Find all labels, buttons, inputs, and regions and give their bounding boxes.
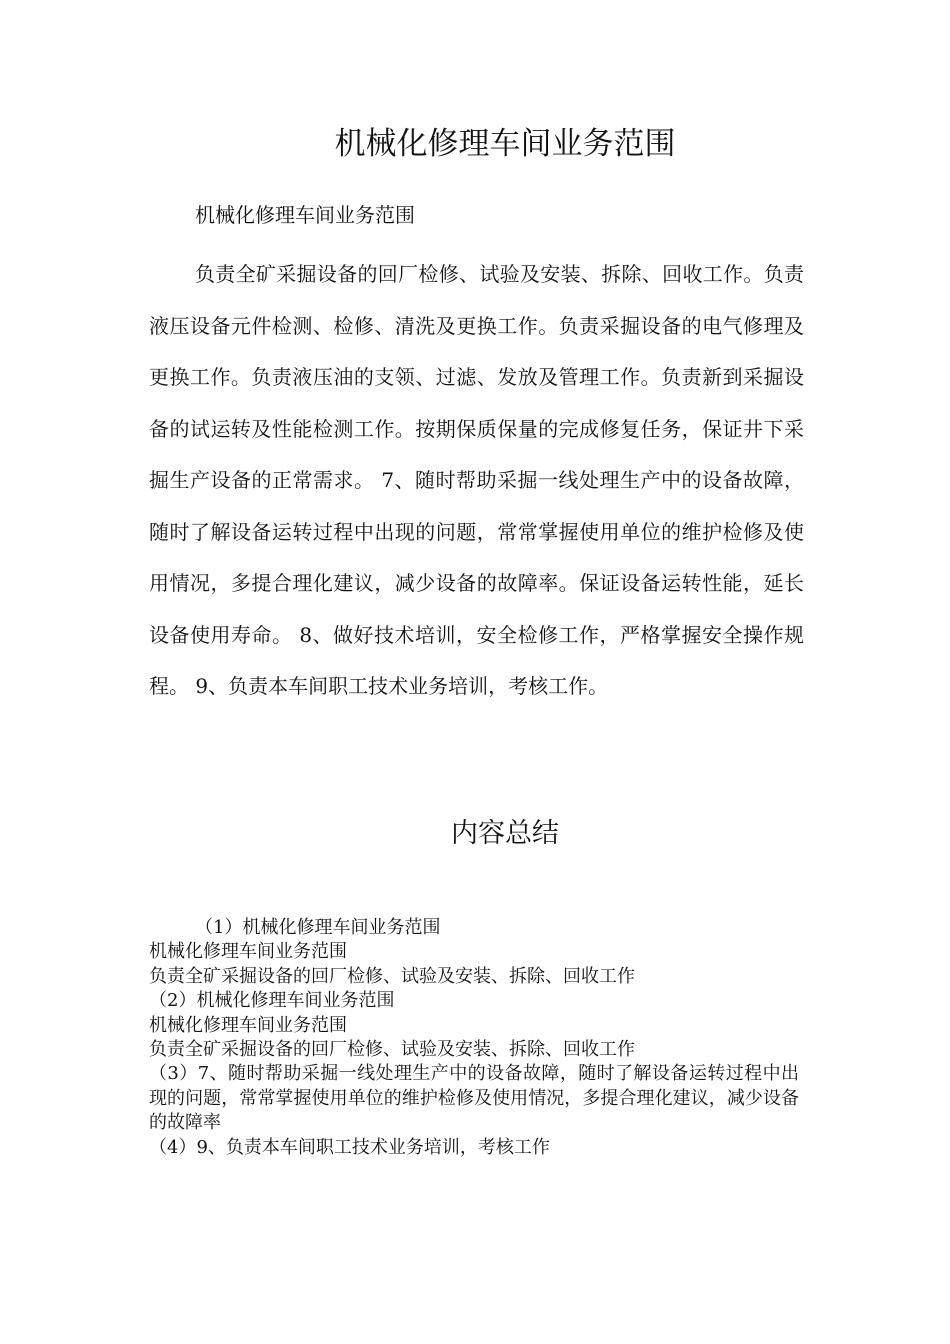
summary-line: 机械化修理车间业务范围 [149, 941, 347, 963]
summary-line: （2）机械化修理车间业务范围 [149, 990, 395, 1012]
page-title: 机械化修理车间业务范围 [334, 126, 676, 162]
summary-line: （4）9、负责本车间职工技术业务培训，考核工作 [149, 1136, 550, 1158]
summary-heading: 内容总结 [451, 818, 559, 849]
summary-line: （3）7、随时帮助采掘一线处理生产中的设备故障，随时了解设备运转过程中出现的问题，常常掌握使用单位的维护检修及使用情况，多提合理化建议，减少设备的故障率 [149, 1063, 799, 1134]
summary-line: 机械化修理车间业务范围 [149, 1014, 347, 1036]
document-subtitle: 机械化修理车间业务范围 [195, 203, 415, 227]
summary-line: （1）机械化修理车间业务范围 [195, 917, 441, 938]
body-paragraph: 负责全矿采掘设备的回厂检修、试验及安装、拆除、回收工作。负责液压设备元件检测、检修、清洗及更换工作。负责采掘设备的电气修理及更换工作。负责液压油的支领、过滤、发放及管理工作。负责新到采掘设备的试运转及性能检测工作。按期保质保量的完成修复任务，保证井下采掘生产设备的正常需求。 7、随时帮助采掘一线处理生产中的设备故障，随时了解设备运转过程中出现的问题，常常掌握使用单位的维护检修及使用情况，多提合理化建议，减少设备的故障率。保证设备运转性能，延长设备使用寿命。 8、做好技术培训，安全检修工作，严格掌握安全操作规程。 9、负责本车间职工技术业务培训，考核工作。 [149, 262, 804, 698]
summary-list [149, 916, 799, 1160]
summary-line: 负责全矿采掘设备的回厂检修、试验及安装、拆除、回收工作 [149, 965, 635, 987]
summary-line: 负责全矿采掘设备的回厂检修、试验及安装、拆除、回收工作 [149, 1039, 635, 1061]
